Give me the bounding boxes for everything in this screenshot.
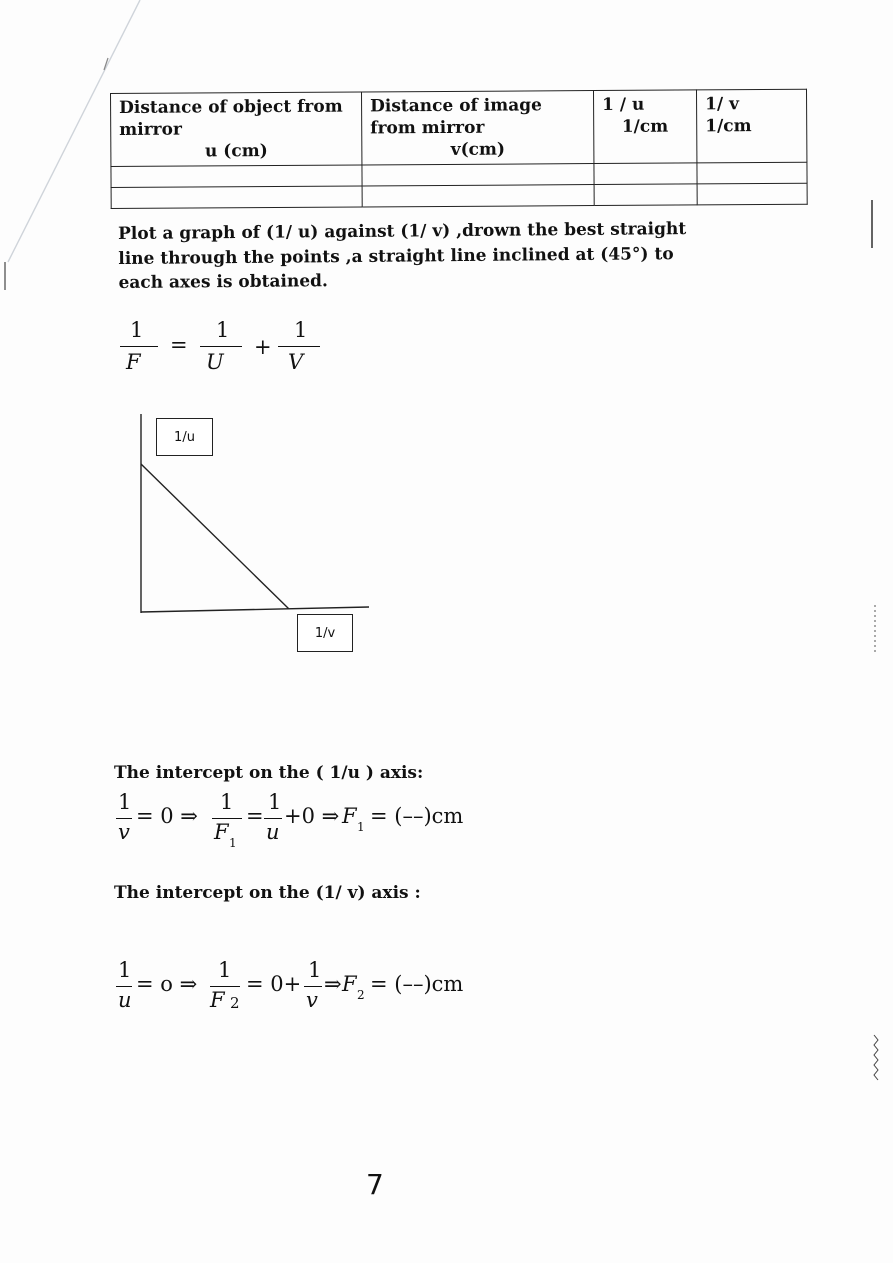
eq2-f-sub: 2 bbox=[357, 988, 365, 1002]
header-unit-v: v(cm) bbox=[450, 139, 506, 160]
x-axis-label-box bbox=[297, 614, 353, 652]
x-axis-label: 1/v bbox=[314, 625, 336, 641]
header-title-inv-u: 1 / u bbox=[602, 94, 645, 115]
formula-den-u: U bbox=[206, 350, 224, 374]
fraction-bar bbox=[116, 986, 132, 987]
straight-line-45 bbox=[141, 464, 289, 609]
formula-den-f: F bbox=[126, 350, 141, 374]
eq2-f: F bbox=[342, 972, 357, 996]
eq2-den-u: u bbox=[118, 988, 132, 1012]
eq1-num-2: 1 bbox=[220, 790, 234, 814]
page-number: 7 bbox=[366, 1168, 384, 1201]
header-unit-u: u (cm) bbox=[204, 141, 268, 162]
eq1-den-v: v bbox=[118, 820, 130, 844]
eq2-den-v: v bbox=[306, 988, 318, 1012]
eq2-text-b: = 0+ bbox=[246, 972, 302, 996]
formula-den-v: V bbox=[288, 350, 304, 374]
header-title-inv-v: 1/ v bbox=[705, 94, 739, 115]
eq1-result: = (––)cm bbox=[370, 804, 464, 828]
instructions-text: Plot a graph of (1/ u) against (1/ v) ,drown the best straight line through the points ,a straight line inclined at (45°) to each axes is obtained. bbox=[118, 219, 687, 293]
header-title-u: Distance of object from mirror bbox=[119, 96, 343, 140]
eq1-num-1: 1 bbox=[118, 790, 132, 814]
fraction-bar bbox=[304, 986, 322, 987]
header-title-v: Distance of image from mirror bbox=[370, 95, 542, 139]
eq1-den-f-sub: 1 bbox=[229, 836, 237, 850]
x-axis bbox=[141, 607, 369, 612]
eq2-text-a: = o ⇒ bbox=[136, 972, 198, 996]
eq1-f: F bbox=[342, 804, 357, 828]
header-unit-inv-v: 1/cm bbox=[705, 116, 752, 137]
eq2-num-1: 1 bbox=[118, 958, 132, 982]
formula-num-2: 1 bbox=[216, 318, 230, 342]
eq2-num-3: 1 bbox=[308, 958, 322, 982]
fraction-bar bbox=[210, 986, 240, 987]
header-unit-inv-u: 1/cm bbox=[621, 116, 669, 137]
formula-equals: = bbox=[170, 333, 188, 357]
fraction-bar bbox=[116, 818, 132, 819]
eq1-text-b: = bbox=[246, 804, 264, 828]
y-axis-label: 1/u bbox=[174, 429, 195, 445]
eq2-result: = (––)cm bbox=[370, 972, 464, 996]
eq1-den-f: F bbox=[214, 820, 229, 844]
eq2-den-f: F bbox=[210, 988, 225, 1012]
fraction-bar bbox=[212, 818, 242, 819]
formula-plus: + bbox=[254, 335, 272, 359]
equation-2 bbox=[114, 958, 514, 1018]
eq1-den-u: u bbox=[266, 820, 280, 844]
fraction-bar bbox=[264, 818, 282, 819]
eq1-f-sub: 1 bbox=[357, 820, 365, 834]
eq2-text-c: ⇒ bbox=[324, 972, 342, 996]
eq1-text-a: = 0 ⇒ bbox=[136, 804, 198, 828]
eq2-den-f-sub: 2 bbox=[230, 994, 240, 1012]
intercept-v-heading: The intercept on the (1/ v) axis : bbox=[114, 883, 421, 903]
y-axis-label-box bbox=[156, 418, 213, 456]
eq1-num-3: 1 bbox=[268, 790, 282, 814]
eq1-text-c: +0 ⇒ bbox=[284, 804, 340, 828]
eq2-num-2: 1 bbox=[218, 958, 232, 982]
formula-num-3: 1 bbox=[294, 318, 308, 342]
formula-num-1: 1 bbox=[130, 318, 144, 342]
equation-1 bbox=[114, 790, 514, 850]
intercept-u-heading: The intercept on the ( 1/u ) axis: bbox=[114, 763, 424, 783]
